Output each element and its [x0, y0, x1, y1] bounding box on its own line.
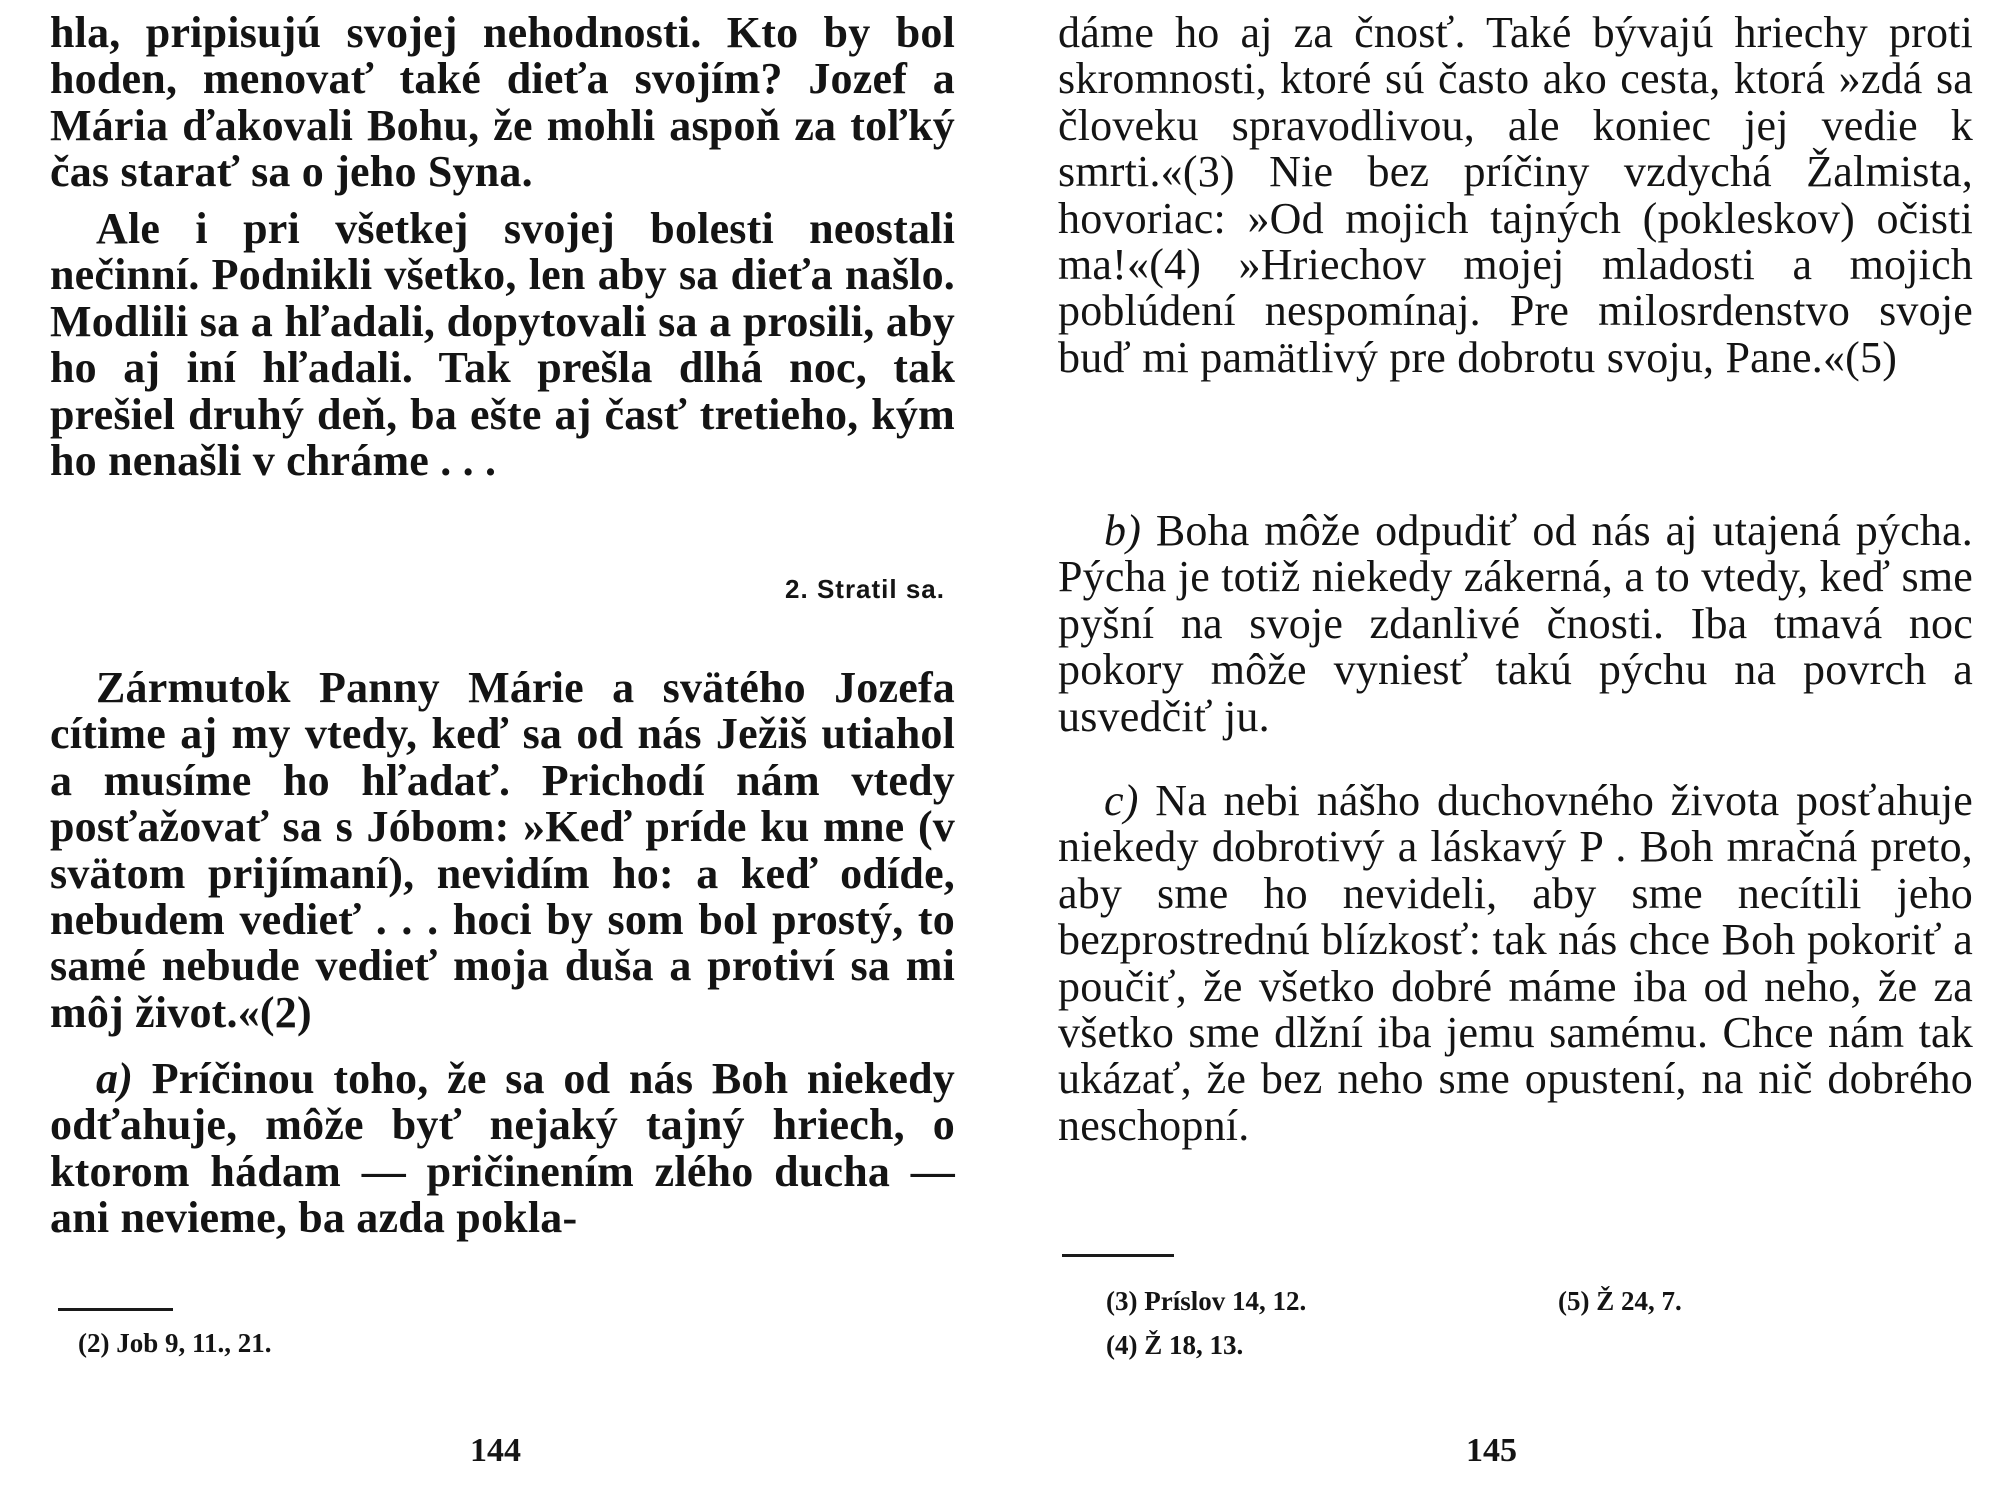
left-page-number: 144 — [470, 1432, 521, 1469]
right-footnote-2 — [1106, 1330, 1243, 1361]
right-footnote-1-marker: (3) — [1106, 1286, 1138, 1316]
footnote-divider — [1062, 1254, 1174, 1257]
left-footnote-1-marker: (2) — [78, 1328, 110, 1358]
right-paragraph-3-letter: c) — [1104, 776, 1139, 825]
left-paragraph-4-letter: a) — [96, 1054, 134, 1103]
right-footnote-1-text: Príslov 14, 12. — [1144, 1286, 1307, 1316]
left-paragraph-4-text: Príčinou toho, že sa od nás Boh niekedy odťahuje, môže byť nejaký tajný hriech, o ktorom hádam — pričinením zlého ducha — ani nevieme, ba azda pokla- — [50, 1054, 955, 1243]
left-paragraph-2: Ale i pri všetkej svojej bolesti neostali nečinní. Podnikli všetko, len aby sa dieťa našlo. Modlili sa a hľadali, dopytovali sa a prosili, aby ho aj iní hľadali. Tak prešla dlhá noc, tak prešiel druhý deň, ba ešte aj časť tretieho, kým ho nenašli v chráme . . . — [50, 204, 955, 486]
right-page-number: 145 — [1466, 1432, 1517, 1469]
section-heading: 2. Stratil sa. — [785, 574, 945, 604]
right-footnote-2-marker: (4) — [1106, 1330, 1138, 1360]
right-footnote-3 — [1558, 1286, 1682, 1317]
right-paragraph-2-letter: b) — [1104, 506, 1142, 555]
right-footnote-2-text: Ž 18, 13. — [1144, 1330, 1244, 1360]
left-paragraph-3-text: Zármutok Panny Márie a svätého Jozefa cítime aj my vtedy, keď sa od nás Ježiš utiahol a musíme ho hľadať. Prichodí nám vtedy posťažovať sa s Jóbom: »Keď príde ku mne (v svätom prijímaní), nevidím ho: a keď odíde, nebudem vedieť . . . hoci by som bol prostý, to samé nebude vedieť moja duša a protiví sa mi môj život.« — [50, 663, 955, 1037]
right-footnote-3-text: Ž 24, 7. — [1596, 1286, 1682, 1316]
right-footnote-1 — [1106, 1286, 1306, 1317]
left-paragraph-4 — [50, 1056, 955, 1242]
right-paragraph-1: dáme ho aj za čnosť. Také bývajú hriechy proti skromnosti, ktoré sú často ako cesta, ktorá »zdá sa človeku spravodlivou, ale koniec jej vedie k smrti.«(3) Nie bez príčiny vzdychá Žalmista, hovoriac: »Od mojich tajných (pokleskov) očisti ma!«(4) »Hriechov mojej mladosti a mojich poblúdení nespomínaj. Pre milosrdenstvo svoje buď mi pamätlivý pre dobrotu svoju, Pane.«(5) — [1058, 8, 1973, 382]
right-paragraph-3 — [1058, 778, 1973, 1149]
footnote-divider — [58, 1308, 173, 1311]
left-page — [50, 0, 955, 1500]
left-paragraph-3 — [50, 665, 955, 1036]
left-footnote-1 — [78, 1328, 272, 1359]
right-paragraph-2 — [1058, 508, 1973, 740]
right-page — [1058, 0, 1973, 1500]
left-footnote-1-text: Job 9, 11., 21. — [116, 1328, 272, 1358]
right-paragraph-2-text: Boha môže odpudiť od nás aj utajená pýcha. Pýcha je totiž niekedy zákerná, a to vtedy, keď sme pyšní na svoje zdanlivé čnosti. Iba tmavá noc pokory môže vyniesť takú pýchu na povrch a usvedčiť ju. — [1058, 506, 1973, 741]
right-paragraph-3-text: Na nebi nášho duchovného života posťahuje niekedy dobrotivý a láskavý P . Boh mračná preto, aby sme ho nevideli, aby sme necítili jeho bezprostrednú blízkosť: tak nás chce Boh pokoriť a poučiť, že všetko dobré máme iba od neho, že za všetko sme dlžní iba jemu samému. Chce nám tak ukázať, že bez neho sme opustení, na nič dobrého neschopní. — [1058, 776, 1973, 1150]
left-paragraph-3-ref: (2) — [259, 987, 312, 1037]
right-footnote-3-marker: (5) — [1558, 1286, 1590, 1316]
left-paragraph-1: hla, pripisujú svojej nehodnosti. Kto by bol hoden, menovať také dieťa svojím? Jozef a Mária ďakovali Bohu, že mohli aspoň za toľký čas starať sa o jeho Syna. — [50, 8, 955, 197]
